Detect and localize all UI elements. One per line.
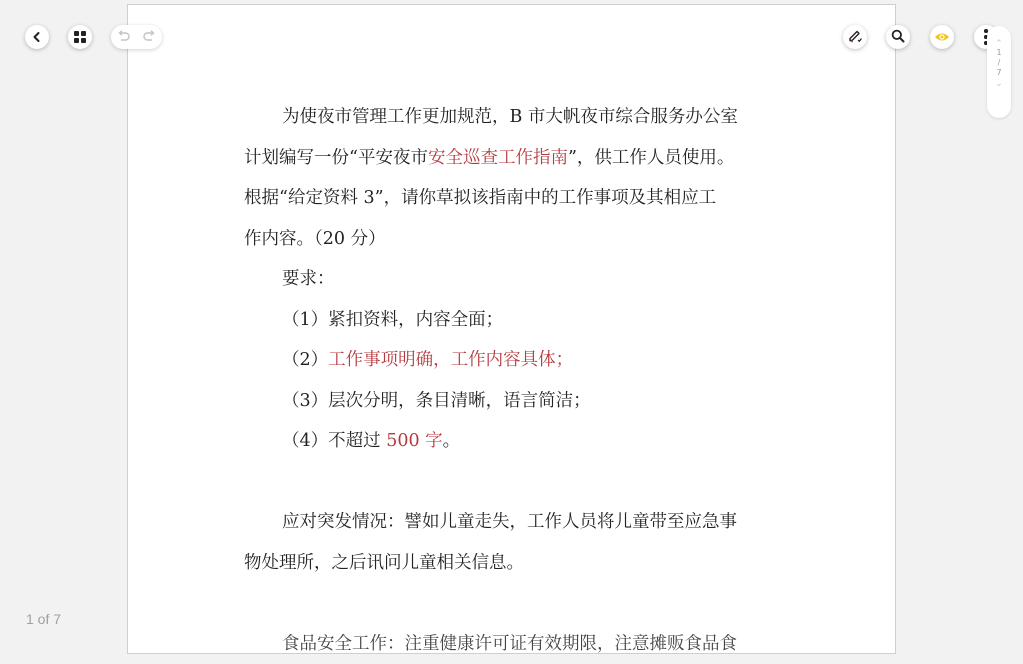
undo-redo-group xyxy=(111,25,162,49)
text-run: （4）不超过 xyxy=(282,431,386,451)
highlighted-text: 500 字 xyxy=(386,431,442,451)
paragraph-line: 物处理所，之后讯问儿童相关信息。 xyxy=(244,543,784,584)
thumbnails-button[interactable] xyxy=(68,25,92,49)
search-icon xyxy=(891,28,905,47)
paragraph-line: 为使夜市管理工作更加规范，B 市大帆夜市综合服务办公室 xyxy=(244,97,784,138)
scroll-current-page: 1 xyxy=(987,48,1011,58)
chevron-up-icon[interactable]: ⌃ xyxy=(987,40,1011,48)
document-body xyxy=(244,97,784,664)
requirement-item xyxy=(244,340,784,381)
page-indicator: 1 of 7 xyxy=(26,611,61,627)
page-scrollbar[interactable] xyxy=(987,26,1011,118)
requirement-item: （3）层次分明，条目清晰，语言简洁； xyxy=(244,381,784,422)
text-run: 。 xyxy=(443,431,461,451)
requirement-item xyxy=(244,421,784,462)
text-run: （2） xyxy=(282,350,328,370)
paragraph-line xyxy=(244,138,784,179)
eye-icon xyxy=(934,28,950,47)
view-mode-button[interactable] xyxy=(930,25,954,49)
paragraph-line: 作内容。（20 分） xyxy=(244,219,784,260)
scroll-separator: / xyxy=(987,58,1011,68)
chevron-left-icon xyxy=(31,28,43,47)
requirements-title: 要求： xyxy=(244,259,784,300)
paragraph-line: 应对突发情况：譬如儿童走失，工作人员将儿童带至应急事 xyxy=(244,502,784,543)
annotate-button[interactable] xyxy=(843,25,867,49)
back-button[interactable] xyxy=(25,25,49,49)
scroll-total-pages: 7 xyxy=(987,68,1011,78)
redo-icon[interactable] xyxy=(142,28,157,47)
grid-icon xyxy=(74,31,86,43)
highlighted-text: 工作事项明确，工作内容具体； xyxy=(328,350,573,370)
highlighted-text: 安全巡查工作指南 xyxy=(428,148,568,168)
paragraph-line: 食品安全工作：注重健康许可证有效期限，注意摊贩食品食 xyxy=(244,624,784,664)
requirement-item: （1）紧扣资料，内容全面； xyxy=(244,300,784,341)
text-run: 计划编写一份“平安夜市 xyxy=(244,148,428,168)
chevron-down-icon[interactable]: ⌄ xyxy=(987,78,1011,90)
pen-icon xyxy=(847,27,863,47)
undo-icon[interactable] xyxy=(116,28,131,47)
document-page xyxy=(127,4,896,654)
paragraph-line: 根据“给定资料 3”，请你草拟该指南中的工作事项及其相应工 xyxy=(244,178,784,219)
text-run: ”，供工作人员使用。 xyxy=(568,148,734,168)
search-button[interactable] xyxy=(886,25,910,49)
